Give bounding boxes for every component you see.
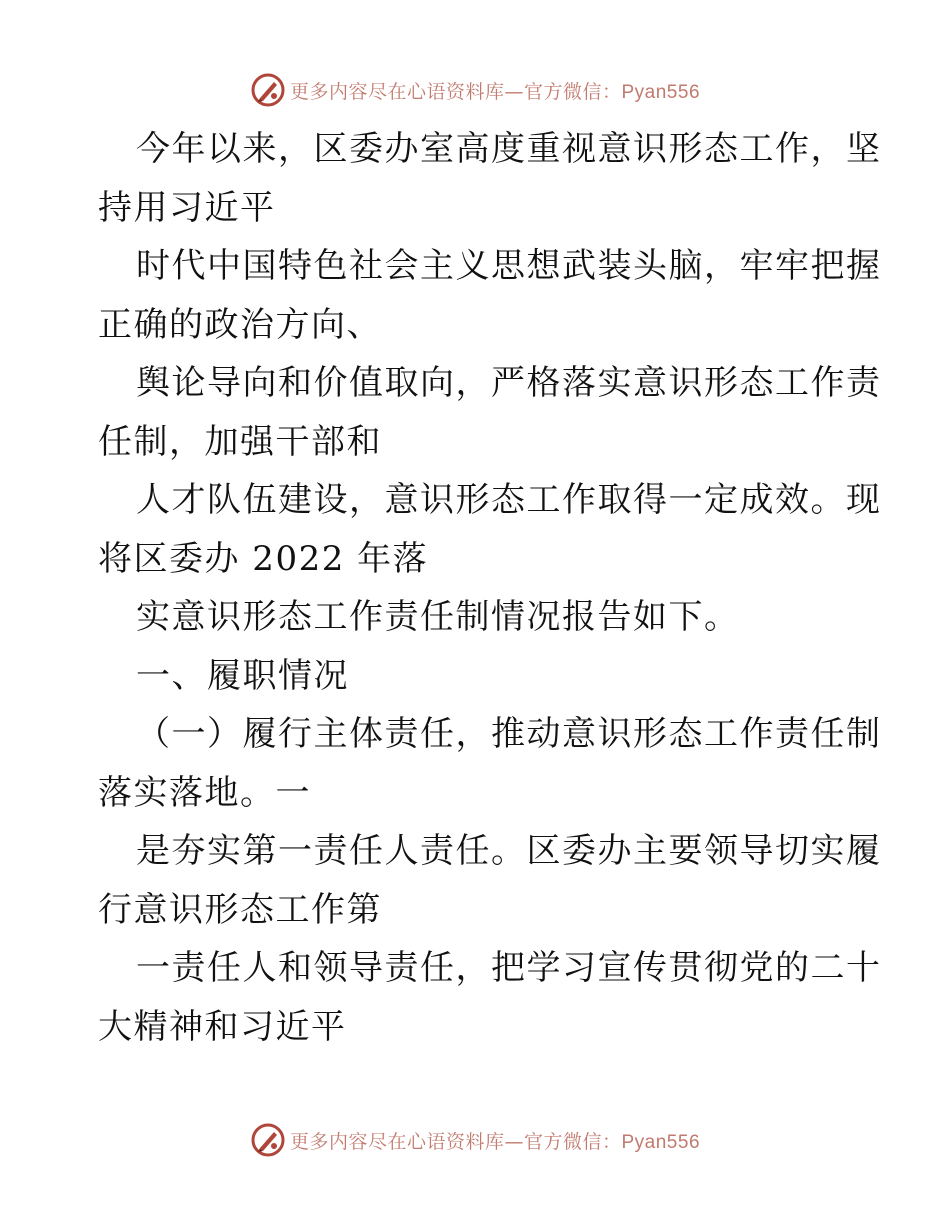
text-line: 今年以来，区委办室高度重视意识形态工作，坚	[136, 129, 882, 169]
text-line: 正确的政治方向、	[98, 304, 382, 345]
text-line: 人才队伍建设，意识形态工作取得一定成效。现	[136, 480, 882, 520]
pen-nib-logo-icon	[250, 1122, 286, 1158]
header-banner	[0, 70, 950, 110]
text-line: 舆论导向和价值取向，严格落实意识形态工作责	[136, 363, 882, 403]
text-line: 是夯实第一责任人责任。区委办主要领导切实履	[136, 831, 882, 871]
pen-nib-logo-icon	[250, 72, 286, 108]
text-line: 一、履职情况	[136, 655, 349, 696]
text-line: 落实落地。一	[98, 772, 311, 813]
text-line: 大精神和习近平	[98, 1006, 347, 1047]
wechat-id: Pyan556	[621, 81, 701, 103]
text-line: 行意识形态工作第	[98, 889, 382, 930]
text-line: 时代中国特色社会主义思想武装头脑，牢牢把握	[136, 246, 882, 286]
banner-text: 更多内容尽在心语资料库—官方微信：Pyan556	[289, 1130, 701, 1153]
document-body	[98, 120, 882, 1056]
text-line: 一责任人和领导责任，把学习宣传贯彻党的二十	[136, 948, 882, 988]
text-line: 持用习近平	[98, 187, 276, 228]
banner-text: 更多内容尽在心语资料库—官方微信：Pyan556	[289, 80, 701, 103]
text-line: 实意识形态工作责任制情况报告如下。	[136, 597, 740, 637]
wechat-id: Pyan556	[621, 1131, 701, 1153]
text-line: 任制，加强干部和	[98, 421, 382, 462]
text-line: 将区委办 2022 年落	[98, 538, 429, 579]
text-line: （一）履行主体责任，推动意识形态工作责任制	[136, 714, 882, 754]
footer-banner	[0, 1120, 950, 1160]
